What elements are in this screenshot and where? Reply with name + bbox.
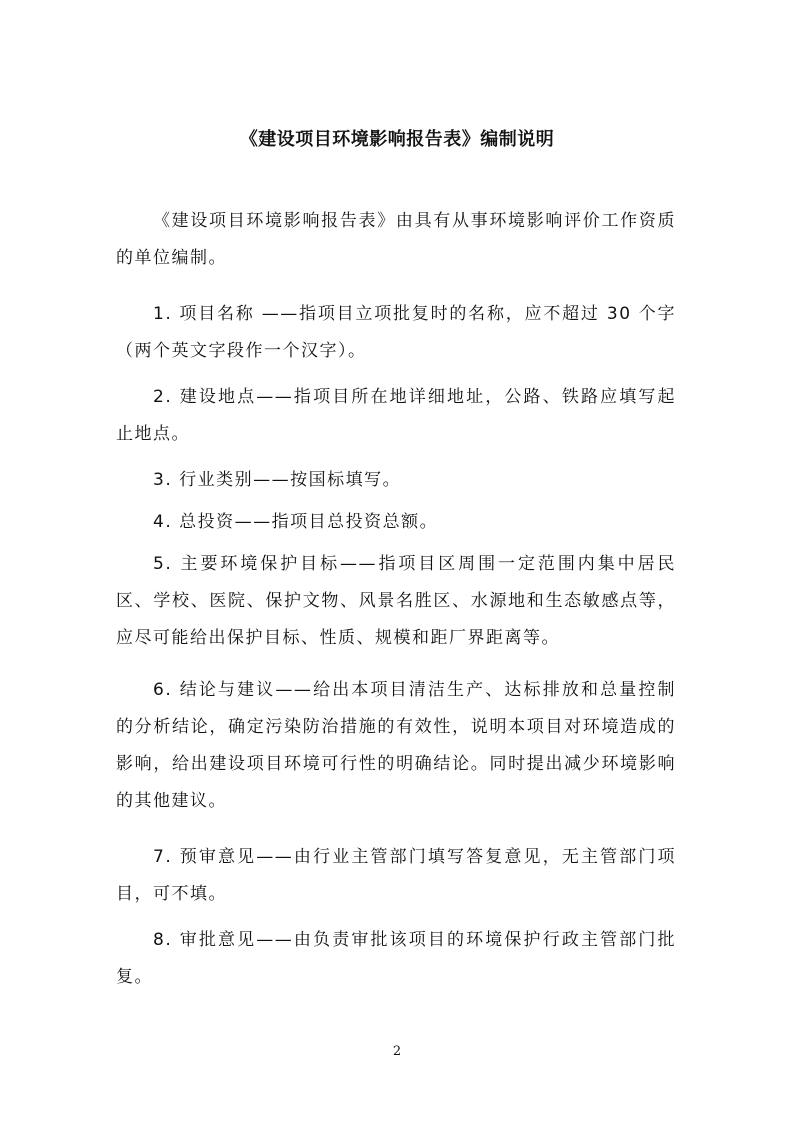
paragraph-project-name: 1. 项目名称 ——指项目立项批复时的名称，应不超过 30 个字（两个英文字段作一个汉字）。 [116,304,676,361]
document-title: 《建设项目环境影响报告表》编制说明 [239,129,555,150]
paragraph-total-investment: 4. 总投资——指项目总投资总额。 [153,512,439,532]
paragraph-construction-site: 2. 建设地点——指项目所在地详细地址，公路、铁路应填写起止地点。 [116,387,676,444]
page-number: 2 [392,1044,402,1059]
paragraph-industry-category: 3. 行业类别——按国标填写。 [153,470,402,490]
paragraph-protection-targets: 5. 主要环境保护目标——指项目区周围一定范围内集中居民区、学校、医院、保护文物、风景名胜区、水源地和生态敏感点等，应尽可能给出保护目标、性质、规模和距厂界距离等。 [116,554,676,648]
paragraph-approval-opinion: 8. 审批意见——由负责审批该项目的环境保护行政主管部门批复。 [116,930,676,987]
paragraph-conclusions: 6. 结论与建议——给出本项目清洁生产、达标排放和总量控制的分析结论，确定污染防治措施的有效性，说明本项目对环境造成的影响，给出建设项目环境可行性的明确结论。同时提出减少环境影响的其他建议。 [116,680,676,811]
paragraph-preliminary-review: 7. 预审意见——由行业主管部门填写答复意见，无主管部门项目，可不填。 [116,847,676,904]
paragraph-intro: 《建设项目环境影响报告表》由具有从事环境影响评价工作资质的单位编制。 [116,211,676,268]
